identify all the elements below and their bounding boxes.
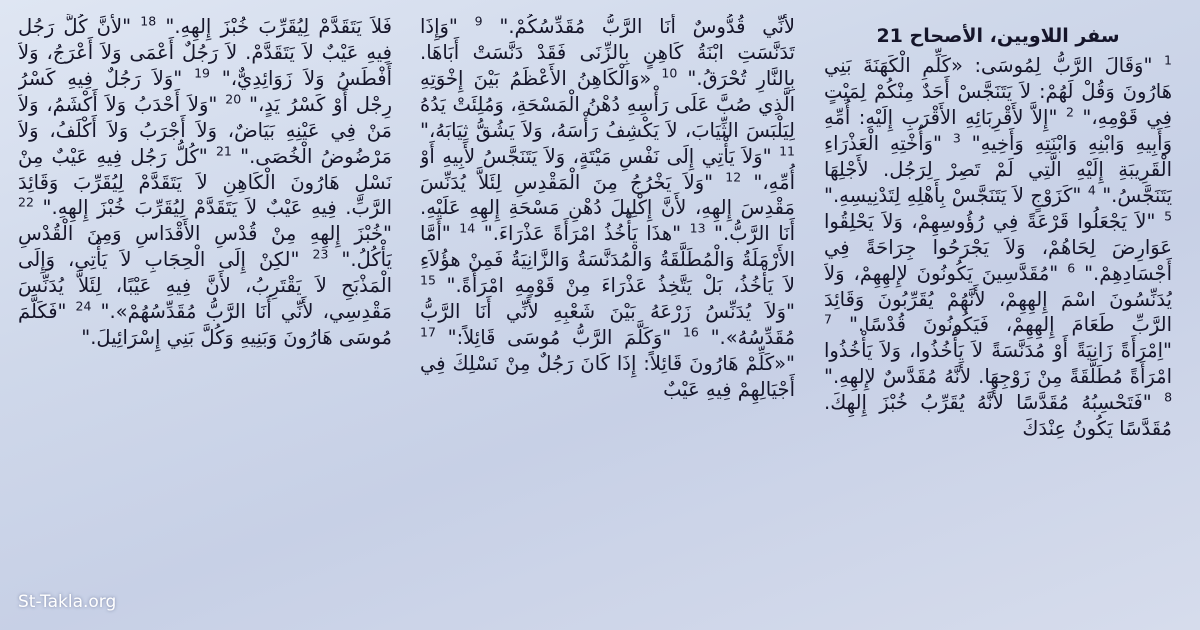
verse-text: "كُلُّ رَجُل فِيهِ عَيْبٌ مِنْ نَسْلِ هَارُونَ الْكَاهِنِ لاَ يَتَقَدَّمْ لِيُقَرِّبَ وَقَائِدَ الرَّبِّ. فِيهِ عَيْبٌ لاَ يَتَقَدَّمْ لِيُقَرِّبَ خُبْزَ إِلهِهِ." [18,144,392,220]
verse-number: 2 [1065,104,1074,120]
verse-text: "لأَنَّ كُلَّ رَجُل فِيهِ عَيْبٌ لاَ يَتَقَدَّمْ. لاَ رَجُلٌ أَعْمَى وَلاَ أَعْرَجُ، وَلاَ أَفْطَسُ وَلاَ زَوَائِدِيٌّ،" [18,15,392,90]
verse-text: "وَلاَ يَأْتِي إِلَى نَفْسِ مَيْتَةٍ، وَلاَ يَتَنَجَّسُ لأَبِيهِ أَوْ أُمِّهِ،" [420,144,795,194]
verse-text: "وَلاَ يَخْرُجُ مِنَ الْمَقْدِسِ لِئَلاَّ يُدَنِّسَ مَقْدِسَ إِلهِهِ، لأَنَّ إِكْلِيلَ دُهْنِ مَسْحَةِ إِلهِهِ عَلَيْهِ. أَنَا الرَّبُّ." [420,170,795,246]
verse-text: "أَمَّا الأَرْمَلَةُ وَالْمُطَلَّقَةُ وَالْمُدَنَّسَةُ وَالزَّانِيَةُ فَمِنْ هؤُلاَءِ لاَ يَأْخُذُ، بَلْ يَتَّخِذُ عَذْرَاءَ مِنْ قَوْمِهِ امْرَأَةً." [420,222,795,298]
verse-number: 24 [75,298,92,314]
verse-text: "وَلاَ رَجُلٌ فِيهِ كَسْرُ رِجْل أَوْ كَسْرُ يَدٍ،" [18,66,392,116]
verse-text: «وَالْكَاهِنُ الأَعْظَمُ بَيْنَ إِخْوَتِهِ الَّذِي صُبَّ عَلَى رَأْسِهِ دُهْنُ الْمَسْحَةِ، وَمُلِئَتْ يَدُهُ لِيَلْبَسَ الثِّيَابَ، لاَ يَكْشِفُ رَأْسَهُ، وَلاَ يَشُقُّ ثِيَابَهُ،" [420,66,795,142]
text-column-right [824,12,1172,622]
verse-number: 1 [1164,52,1172,68]
verse-text: "فَكَلَّمَ مُوسَى هَارُونَ وَبَنِيهِ وَكُلَّ بَنِي إِسْرَائِيلَ." [18,300,392,350]
verse-text: "مُقَدَّسِينَ يَكُونُونَ لإِلهِهِمْ، وَلاَ يُدَنِّسُونَ اسْمَ إِلهِهِمْ، لأَنَّهُمْ يُقَرِّبُونَ وَقَائِدَ الرَّبِّ طَعَامَ إِلهِهِمْ، فَيَكُونُونَ قُدْسًا." [824,261,1172,337]
verses-middle [420,14,795,403]
verse-text: "وَلاَ أَحْدَبُ وَلاَ أَكْشَمُ، وَلاَ مَنْ فِي عَيْنِهِ بَيَاضٌ، وَلاَ أَجْرَبُ وَلاَ أَكْلَفُ، وَلاَ مَرْضُوضُ الْخُصَى." [18,92,392,168]
text-column-middle [420,14,795,624]
verse-number: 16 [682,324,699,340]
verse-number: 17 [420,324,436,340]
verse-text: "وَقَالَ الرَّبُّ لِمُوسَى: «كَلِّمِ الْكَهَنَةَ بَنِي هَارُونَ وَقُلْ لَهُمْ: لاَ يَتَنَجَّسْ أَحَدٌ مِنْكُمْ لِمَيْتٍ فِي قَوْمِهِ،" [824,54,1172,130]
verse-text: "إِلاَّ لأَقْرِبَائِهِ الأَقْرَبِ إِلَيْهِ: أُمِّهِ وَأَبِيهِ وَابْنِهِ وَابْنَتِهِ وَأَخِيهِ" [824,106,1172,156]
verse-number: 18 [140,14,157,29]
verse-number: 11 [779,143,795,159]
verse-number: 12 [725,169,742,185]
verse-number: 23 [312,246,329,262]
verses-left [18,14,392,351]
verse-number: 20 [225,91,242,107]
verse-number: 6 [1067,260,1076,276]
verse-text: "خُبْزَ إِلهِهِ مِنْ قُدْسِ الأَقْدَاسِ وَمِنَ الْقُدْسِ يَأْكُلُ." [18,222,392,272]
verse-number: 13 [689,220,706,236]
verses-right [824,53,1172,442]
text-column-left [18,14,392,624]
verse-number: 9 [474,14,483,29]
verse-number: 8 [1164,389,1172,405]
verse-text: "لاَ يَجْعَلُوا قَرْعَةً فِي رُؤُوسِهِمْ، وَلاَ يَحْلِقُوا عَوَارِضَ لِحَاهُمْ، وَلاَ يَجْرَحُوا جِرَاحَةً فِي أَجْسَادِهِمْ." [824,209,1172,285]
chapter-heading: سفر اللاويين، الأصحاح 21 [876,25,1120,47]
verse-text: لأَنِّي قُدُّوسٌ أَنَا الرَّبُّ مُقَدِّسُكُمْ." [499,15,795,38]
verse-number: 19 [194,65,210,81]
verse-number: 22 [18,194,34,210]
verse-text: "هذَا يَأْخُذُ امْرَأَةً عَذْرَاءَ." [483,222,682,246]
verse-text: "«كَلِّمْ هَارُونَ قَائِلاً: إِذَا كَانَ رَجُلٌ مِنْ نَسْلِكَ فِي أَجْيَالِهِمْ فِيهِ عَيْبٌ [420,351,795,401]
verse-number: 3 [952,130,961,146]
verse-text: "كَزَوْجٍ لاَ يَتَنَجَّسْ بِأَهْلِهِ لِتَدْنِيسِهِ." [824,183,1082,207]
verse-text: "وَأُخْتِهِ الْعَذْرَاءِ الْقَرِيبَةِ إِلَيْهِ الَّتِي لَمْ تَصِرْ لِرَجُل. لأَجْلِهَا يَتَنَجَّسُ." [824,132,1172,207]
verse-number: 15 [420,272,436,288]
verse-number: 10 [661,65,678,81]
verse-number: 5 [1164,208,1172,224]
site-watermark: St-Takla.org [18,592,117,612]
verse-text: فَلاَ يَتَقَدَّمْ لِيُقَرِّبَ خُبْزَ إِلهِهِ." [165,15,392,38]
verse-text: "وَكَلَّمَ الرَّبُّ مُوسَى قَائِلاً:" [447,326,672,350]
verse-text: "وَإِذَا تَدَنَّسَتِ ابْنَةُ كَاهِنٍ بِالزِّنَى فَقَدْ دَنَّسَتْ أَبَاهَا. بِالنَّارِ تُحْرَقُ." [420,15,795,90]
verse-number: 14 [459,220,476,236]
verse-number: 7 [824,311,832,327]
verse-text: "وَلاَ يُدَنِّسُ زَرْعَهُ بَيْنَ شَعْبِهِ لأَنِّي أَنَا الرَّبُّ مُقَدِّسُهُ»." [420,300,795,350]
verse-text: "اِمْرَأَةً زَانِيَةً أَوْ مُدَنَّسَةً لاَ يَأْخُذُوا، وَلاَ يَأْخُذُوا امْرَأَةً مُطَلَّقَةً مِنْ زَوْجِهَا. لأَنَّهُ مُقَدَّسٌ لإِلهِهِ." [824,339,1172,389]
verse-number: 4 [1087,182,1096,198]
verse-text: "فَتَحْسِبُهُ مُقَدَّسًا لأَنَّهُ يُقَرِّبُ خُبْزَ إِلهِكَ. مُقَدَّسًا يَكُونُ عِنْدَكَ [824,391,1172,441]
verse-text: "لكِنْ إِلَى الْحِجَابِ لاَ يَأْتِي، وَإِلَى الْمَذْبَحِ لاَ يَقْتَرِبُ، لأَنَّ فِيهِ عَيْبًا، لِئَلاَّ يُدَنِّسَ مَقْدِسِي، لأَنِّي أَنَا الرَّبُّ مُقَدِّسُهُمْ»." [18,248,392,324]
verse-number: 21 [215,143,232,159]
